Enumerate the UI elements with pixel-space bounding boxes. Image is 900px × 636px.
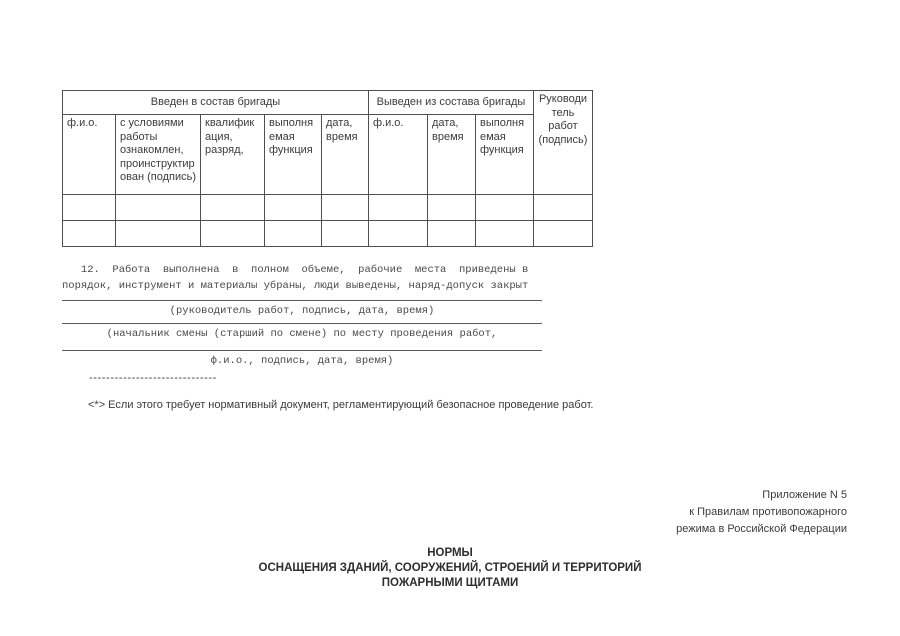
column-header-leader: Руководитель работ (подпись) <box>534 91 593 195</box>
empty-cell <box>265 195 322 221</box>
column-header-function-in: выполняемая функция <box>265 115 322 195</box>
column-header-fio-out: ф.и.о. <box>369 115 428 195</box>
signature-caption-3: ф.и.о., подпись, дата, время) <box>210 355 394 367</box>
signature-caption-2: (начальник смены (старший по смене) по месту проведения работ, <box>106 328 498 340</box>
empty-cell <box>201 195 265 221</box>
brigade-table <box>62 90 593 247</box>
empty-cell <box>116 221 201 247</box>
norms-title-line-1: НОРМЫ <box>427 547 473 559</box>
column-header-datetime-out: дата, время <box>428 115 476 195</box>
table-row <box>63 195 593 221</box>
empty-cell <box>369 195 428 221</box>
table-group-header-row <box>63 91 593 115</box>
appendix-line-1: Приложение N 5 <box>762 489 847 501</box>
appendix-line-2: к Правилам противопожарного <box>689 506 847 518</box>
empty-cell <box>428 195 476 221</box>
empty-cell <box>116 195 201 221</box>
norms-title <box>0 546 900 591</box>
empty-cell <box>476 221 534 247</box>
signature-line-2 <box>62 323 542 324</box>
signature-caption-1: (руководитель работ, подпись, дата, время) <box>169 305 435 317</box>
empty-cell <box>265 221 322 247</box>
clause-12-paragraph <box>62 262 542 294</box>
norms-title-line-3: ПОЖАРНЫМИ ЩИТАМИ <box>381 577 519 589</box>
column-header-datetime-in: дата, время <box>322 115 369 195</box>
empty-cell <box>428 221 476 247</box>
empty-cell <box>369 221 428 247</box>
empty-cell <box>534 195 593 221</box>
empty-cell <box>322 195 369 221</box>
signature-line-1 <box>62 300 542 301</box>
column-header-fio-in: ф.и.о. <box>63 115 116 195</box>
norms-title-line-2: ОСНАЩЕНИЯ ЗДАНИЙ, СООРУЖЕНИЙ, СТРОЕНИЙ И ТЕРРИТОРИЙ <box>258 562 642 574</box>
empty-cell <box>201 221 265 247</box>
clause-12-line-2: порядок, инструмент и материалы убраны, люди выведены, наряд-допуск закрыт <box>62 280 529 292</box>
clause-12-line-1: 12. Работа выполнена в полном объеме, рабочие места приведены в <box>62 264 529 276</box>
appendix-line-3: режима в Российской Федерации <box>676 523 847 535</box>
empty-cell <box>534 221 593 247</box>
empty-cell <box>63 195 116 221</box>
column-header-qualification: квалификация, разряд, <box>201 115 265 195</box>
group-header-out: Выведен из состава бригады <box>369 91 534 115</box>
empty-cell <box>322 221 369 247</box>
table-row <box>63 221 593 247</box>
column-header-function-out: выполняемая функция <box>476 115 534 195</box>
footnote-divider: ------------------------------ <box>89 372 217 384</box>
signature-line-3 <box>62 350 542 351</box>
appendix-block <box>676 487 847 538</box>
footnote-text: <*> Если этого требует нормативный документ, регламентирующий безопасное проведение работ. <box>88 399 594 411</box>
empty-cell <box>476 195 534 221</box>
table-column-header-row <box>63 115 593 195</box>
group-header-in: Введен в состав бригады <box>63 91 369 115</box>
empty-cell <box>63 221 116 247</box>
column-header-instructed: с условиями работы ознакомлен, проинструктирован (подпись) <box>116 115 201 195</box>
